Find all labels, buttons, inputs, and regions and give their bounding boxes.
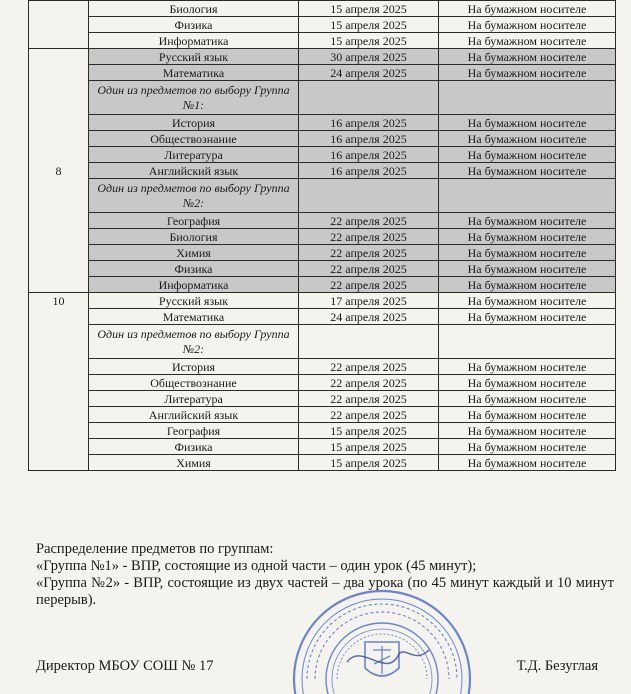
subject-cell: История: [89, 115, 299, 131]
format-cell: На бумажном носителе: [439, 49, 616, 65]
subject-cell: Русский язык: [89, 49, 299, 65]
table-row: [29, 147, 616, 163]
subject-cell: Химия: [89, 245, 299, 261]
subject-cell: История: [89, 359, 299, 375]
format-cell: На бумажном носителе: [439, 131, 616, 147]
group-note-cell: Один из предметов по выбору Группа №1:: [89, 81, 299, 115]
date-cell: 22 апреля 2025: [299, 229, 439, 245]
table-row: [29, 261, 616, 277]
signature-name: Т.Д. Безуглая: [516, 658, 598, 674]
format-cell: На бумажном носителе: [439, 163, 616, 179]
empty-date-cell: [299, 81, 439, 115]
class-number-cell: [29, 1, 89, 49]
format-cell: На бумажном носителе: [439, 229, 616, 245]
format-cell: На бумажном носителе: [439, 455, 616, 471]
date-cell: 22 апреля 2025: [299, 245, 439, 261]
date-cell: 15 апреля 2025: [299, 439, 439, 455]
date-cell: 22 апреля 2025: [299, 359, 439, 375]
format-cell: На бумажном носителе: [439, 439, 616, 455]
date-cell: 16 апреля 2025: [299, 163, 439, 179]
date-cell: 15 апреля 2025: [299, 17, 439, 33]
format-cell: На бумажном носителе: [439, 65, 616, 81]
class-number-cell: 8: [29, 49, 89, 293]
empty-format-cell: [439, 81, 616, 115]
date-cell: 22 апреля 2025: [299, 213, 439, 229]
format-cell: На бумажном носителе: [439, 391, 616, 407]
table-row: [29, 213, 616, 229]
table-note-row: [29, 179, 616, 213]
date-cell: 16 апреля 2025: [299, 115, 439, 131]
empty-format-cell: [439, 179, 616, 213]
format-cell: На бумажном носителе: [439, 17, 616, 33]
subject-cell: Биология: [89, 229, 299, 245]
schedule-table-wrapper: [28, 0, 615, 471]
table-row: [29, 229, 616, 245]
subject-cell: Физика: [89, 261, 299, 277]
format-cell: На бумажном носителе: [439, 245, 616, 261]
notes-heading: Распределение предметов по группам:: [36, 541, 274, 557]
date-cell: 22 апреля 2025: [299, 261, 439, 277]
date-cell: 16 апреля 2025: [299, 147, 439, 163]
date-cell: 22 апреля 2025: [299, 277, 439, 293]
date-cell: 17 апреля 2025: [299, 293, 439, 309]
table-row: [29, 375, 616, 391]
subject-cell: Литература: [89, 147, 299, 163]
table-row: [29, 439, 616, 455]
format-cell: На бумажном носителе: [439, 147, 616, 163]
subject-cell: Химия: [89, 455, 299, 471]
date-cell: 15 апреля 2025: [299, 1, 439, 17]
date-cell: 22 апреля 2025: [299, 407, 439, 423]
subject-cell: Физика: [89, 17, 299, 33]
subject-cell: Английский язык: [89, 407, 299, 423]
table-note-row: [29, 325, 616, 359]
subject-cell: География: [89, 213, 299, 229]
subject-cell: Русский язык: [89, 293, 299, 309]
subject-cell: Математика: [89, 309, 299, 325]
schedule-table-body: [29, 1, 616, 471]
date-cell: 30 апреля 2025: [299, 49, 439, 65]
subject-cell: Биология: [89, 1, 299, 17]
format-cell: На бумажном носителе: [439, 115, 616, 131]
group-note-cell: Один из предметов по выбору Группа №2:: [89, 179, 299, 213]
signature-position: Директор МБОУ СОШ № 17: [36, 658, 214, 674]
format-cell: На бумажном носителе: [439, 309, 616, 325]
table-row: [29, 455, 616, 471]
empty-date-cell: [299, 325, 439, 359]
date-cell: 22 апреля 2025: [299, 375, 439, 391]
subject-cell: Английский язык: [89, 163, 299, 179]
group-note-cell: Один из предметов по выбору Группа №2:: [89, 325, 299, 359]
notes-group2: «Группа №2» - ВПР, состоящие из двух частей – два урока (по 45 минут каждый и 10 минут перерыв).: [36, 575, 614, 608]
format-cell: На бумажном носителе: [439, 375, 616, 391]
table-row: [29, 245, 616, 261]
format-cell: На бумажном носителе: [439, 277, 616, 293]
subject-cell: Обществознание: [89, 131, 299, 147]
table-note-row: [29, 81, 616, 115]
date-cell: 24 апреля 2025: [299, 309, 439, 325]
table-row: [29, 293, 616, 309]
date-cell: 22 апреля 2025: [299, 391, 439, 407]
table-row: [29, 49, 616, 65]
schedule-table: [28, 0, 616, 471]
empty-format-cell: [439, 325, 616, 359]
format-cell: На бумажном носителе: [439, 407, 616, 423]
table-row: [29, 309, 616, 325]
table-row: [29, 1, 616, 17]
subject-cell: Информатика: [89, 33, 299, 49]
table-row: [29, 407, 616, 423]
date-cell: 16 апреля 2025: [299, 131, 439, 147]
table-row: [29, 33, 616, 49]
date-cell: 15 апреля 2025: [299, 423, 439, 439]
date-cell: 15 апреля 2025: [299, 455, 439, 471]
table-row: [29, 115, 616, 131]
table-row: [29, 163, 616, 179]
format-cell: На бумажном носителе: [439, 1, 616, 17]
date-cell: 24 апреля 2025: [299, 65, 439, 81]
format-cell: На бумажном носителе: [439, 359, 616, 375]
notes-group1: «Группа №1» - ВПР, состоящие из одной части – один урок (45 минут);: [36, 558, 477, 574]
table-row: [29, 131, 616, 147]
subject-cell: Литература: [89, 391, 299, 407]
empty-date-cell: [299, 179, 439, 213]
date-cell: 15 апреля 2025: [299, 33, 439, 49]
table-row: [29, 359, 616, 375]
subject-cell: Математика: [89, 65, 299, 81]
subject-cell: Обществознание: [89, 375, 299, 391]
subject-cell: Информатика: [89, 277, 299, 293]
format-cell: На бумажном носителе: [439, 213, 616, 229]
signature-line: [36, 658, 614, 675]
format-cell: На бумажном носителе: [439, 423, 616, 439]
table-row: [29, 391, 616, 407]
table-row: [29, 65, 616, 81]
format-cell: На бумажном носителе: [439, 261, 616, 277]
table-row: [29, 17, 616, 33]
class-number-cell: 10: [29, 293, 89, 471]
table-row: [29, 277, 616, 293]
official-stamp: [287, 584, 477, 694]
table-row: [29, 423, 616, 439]
subject-cell: Физика: [89, 439, 299, 455]
format-cell: На бумажном носителе: [439, 33, 616, 49]
format-cell: На бумажном носителе: [439, 293, 616, 309]
subject-cell: География: [89, 423, 299, 439]
